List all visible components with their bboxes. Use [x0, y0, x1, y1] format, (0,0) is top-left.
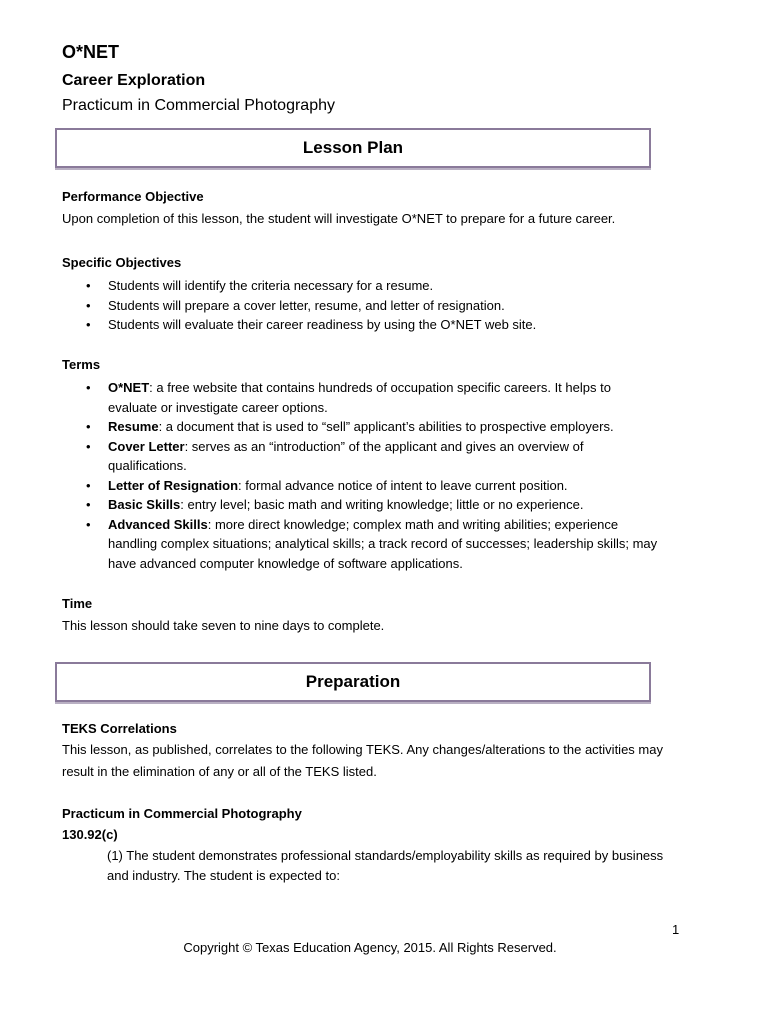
teks-standard-text: (1) The student demonstrates professional standards/employability skills as required by business and industry. The student is expected to:	[107, 848, 664, 883]
course-standards-heading: Practicum in Commercial Photography	[62, 806, 302, 821]
teks-code: 130.92(c)	[62, 827, 118, 842]
page-number: 1	[672, 922, 680, 937]
document-title: O*NET	[62, 42, 120, 62]
specific-objectives-heading: Specific Objectives	[62, 255, 182, 270]
list-item: • Students will evaluate their career readiness by using the O*NET web site.	[62, 315, 662, 335]
preparation-banner-label: Preparation	[305, 672, 401, 691]
specific-objectives-list	[62, 276, 662, 335]
performance-objective-heading: Performance Objective	[62, 189, 204, 204]
terms-heading: Terms	[62, 357, 101, 372]
lesson-plan-banner-label: Lesson Plan	[302, 138, 404, 157]
list-item: • Students will identify the criteria necessary for a resume.	[62, 276, 662, 296]
term-item	[62, 417, 662, 437]
term-definition: : entry level; basic math and writing knowledge; little or no experience.	[180, 497, 584, 512]
performance-objective-text: Upon completion of this lesson, the student will investigate O*NET to prepare for a future career.	[62, 211, 616, 226]
term-name: Letter of Resignation	[108, 477, 239, 493]
teks-heading: TEKS Correlations	[62, 721, 177, 736]
term-name: Cover Letter	[108, 438, 185, 454]
document-subtitle: Career Exploration	[62, 72, 206, 89]
term-definition: : formal advance notice of intent to leave current position.	[238, 477, 568, 493]
term-definition: : more direct knowledge; complex math and writing abilities; experience handling complex situations; analytical skills; a track record of successes; leadership skills; may have advanced computer knowledge of software applications.	[108, 516, 658, 571]
terms-list	[62, 378, 662, 573]
term-definition: : a document that is used to “sell” applicant’s abilities to prospective employers.	[158, 419, 614, 434]
term-item	[62, 495, 662, 515]
time-text: This lesson should take seven to nine days to complete.	[62, 618, 385, 633]
copyright-notice: Copyright © Texas Education Agency, 2015. All Rights Reserved.	[183, 940, 557, 955]
course-name: Practicum in Commercial Photography	[62, 97, 335, 114]
term-item	[62, 437, 662, 476]
teks-text: This lesson, as published, correlates to the following TEKS. Any changes/alterations to the activities may result in the elimination of any or all of the TEKS listed.	[62, 742, 663, 779]
term-definition: : serves as an “introduction” of the applicant and gives an overview of qualifications.	[108, 438, 584, 473]
term-item	[62, 476, 662, 496]
list-item: • Students will prepare a cover letter, resume, and letter of resignation.	[62, 296, 662, 316]
lesson-plan-banner	[55, 128, 651, 168]
term-name: Basic Skills	[108, 497, 181, 512]
term-definition: : a free website that contains hundreds of occupation specific careers. It helps to evaluate or investigate career options.	[108, 380, 611, 415]
time-heading: Time	[62, 596, 93, 611]
preparation-banner	[55, 662, 651, 702]
term-name: Resume	[108, 419, 159, 434]
term-item	[62, 378, 662, 417]
term-name: O*NET	[108, 380, 150, 395]
term-item	[62, 515, 662, 574]
term-name: Advanced Skills	[108, 516, 208, 532]
